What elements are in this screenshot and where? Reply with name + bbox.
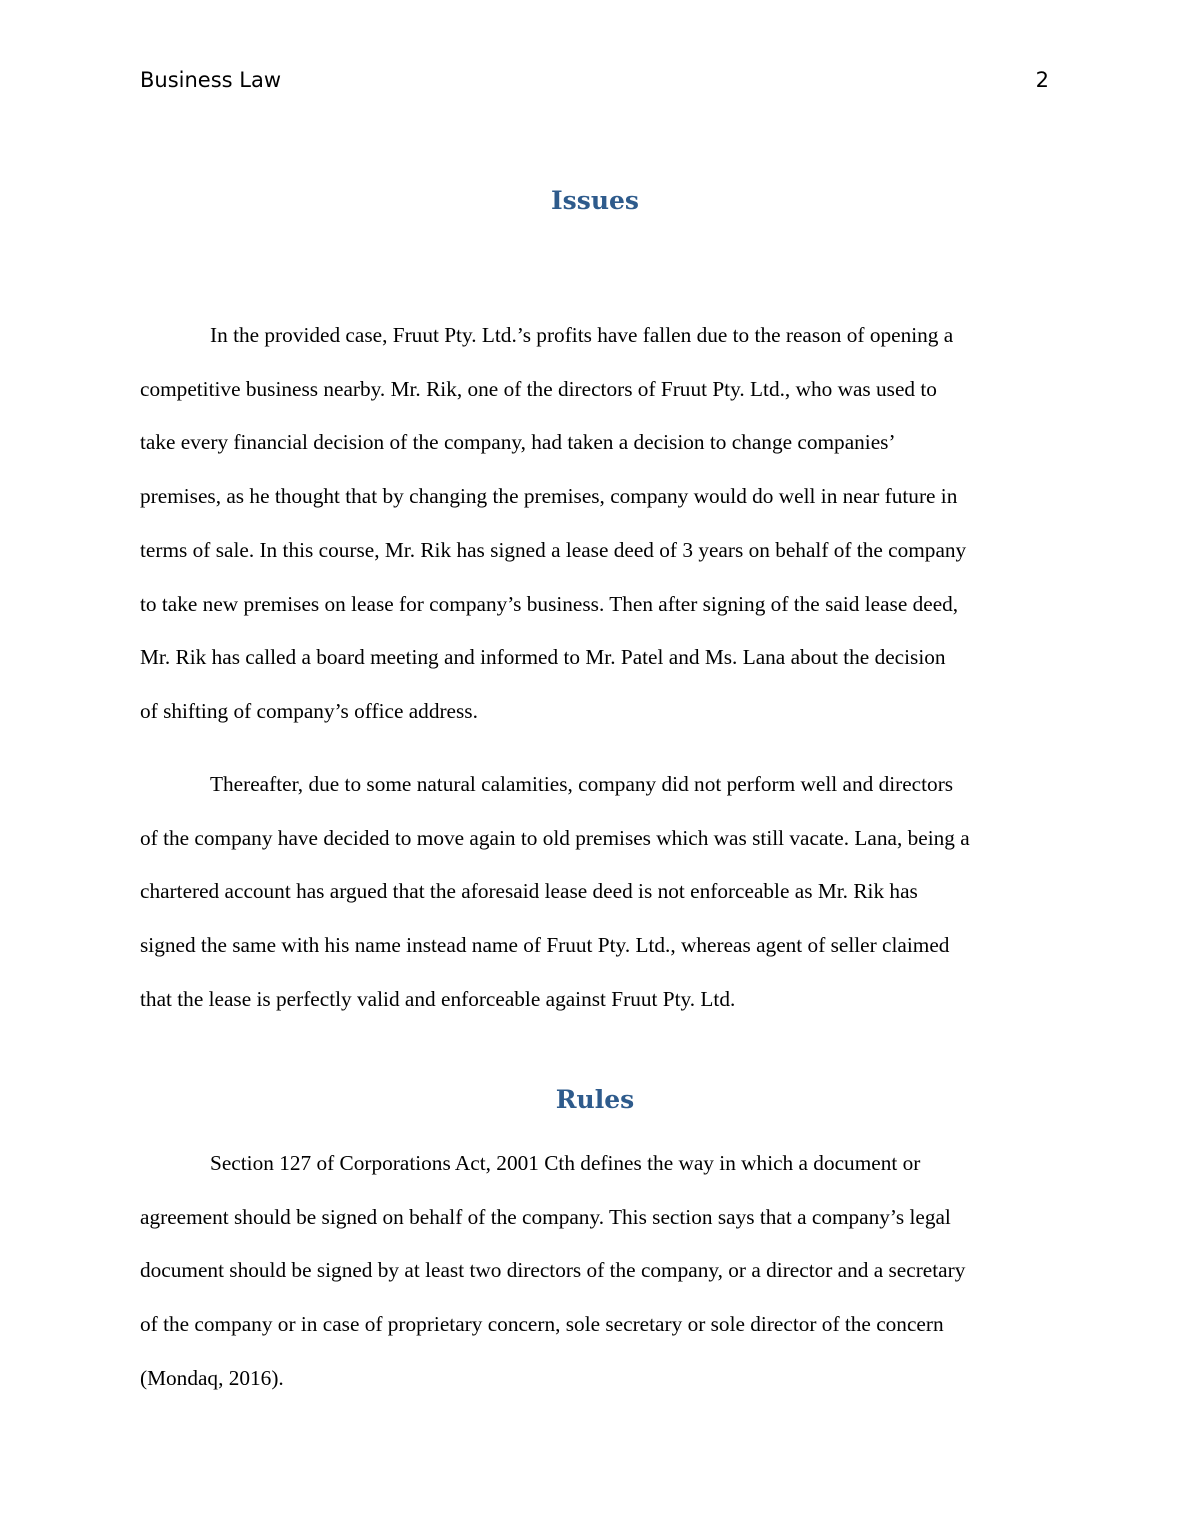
paragraph-line: premises, as he thought that by changing the premises, company would do well in near future in — [140, 484, 958, 509]
section-heading-rules: Rules — [555, 1085, 635, 1114]
paragraph-line: document should be signed by at least two directors of the company, or a director and a secretary — [140, 1258, 966, 1283]
issues-paragraph-1 — [140, 309, 1050, 739]
paragraph-line: agreement should be signed on behalf of the company. This section says that a company’s legal — [140, 1204, 951, 1229]
paragraph-line: of shifting of company’s office address. — [140, 698, 478, 723]
paragraph-line: of the company or in case of proprietary concern, sole secretary or sole director of the concern — [140, 1312, 944, 1337]
header-title: Business Law — [140, 68, 282, 92]
paragraph-line: In the provided case, Fruut Pty. Ltd.’s profits have fallen due to the reason of opening a — [210, 323, 954, 347]
paragraph-line: that the lease is perfectly valid and enforceable against Fruut Pty. Ltd. — [140, 986, 736, 1011]
rules-paragraph-1 — [140, 1137, 1050, 1406]
paragraph-line: signed the same with his name instead name of Fruut Pty. Ltd., whereas agent of seller claimed — [140, 933, 950, 958]
section-heading-issues: Issues — [550, 186, 639, 215]
paragraph-line: of the company have decided to move again to old premises which was still vacate. Lana, being a — [140, 825, 970, 850]
paragraph-line: take every financial decision of the company, had taken a decision to change companies’ — [140, 430, 896, 455]
issues-paragraph-2 — [140, 758, 1050, 1027]
paragraph-line: to take new premises on lease for company’s business. Then after signing of the said lease deed, — [140, 591, 959, 616]
paragraph-line: chartered account has argued that the aforesaid lease deed is not enforceable as Mr. Rik has — [140, 879, 918, 904]
paragraph-line: competitive business nearby. Mr. Rik, one of the directors of Fruut Pty. Ltd., who was used to — [140, 376, 937, 401]
paragraph-line: (Mondaq, 2016). — [140, 1365, 284, 1390]
page-header — [140, 68, 1049, 98]
paragraph-line: Section 127 of Corporations Act, 2001 Cth defines the way in which a document or — [210, 1151, 921, 1175]
paragraph-line: Thereafter, due to some natural calamities, company did not perform well and directors — [210, 772, 954, 796]
paragraph-line: Mr. Rik has called a board meeting and informed to Mr. Patel and Ms. Lana about the decision — [140, 645, 946, 670]
paragraph-line: terms of sale. In this course, Mr. Rik has signed a lease deed of 3 years on behalf of the company — [140, 537, 967, 562]
page-number: 2 — [1035, 68, 1049, 92]
